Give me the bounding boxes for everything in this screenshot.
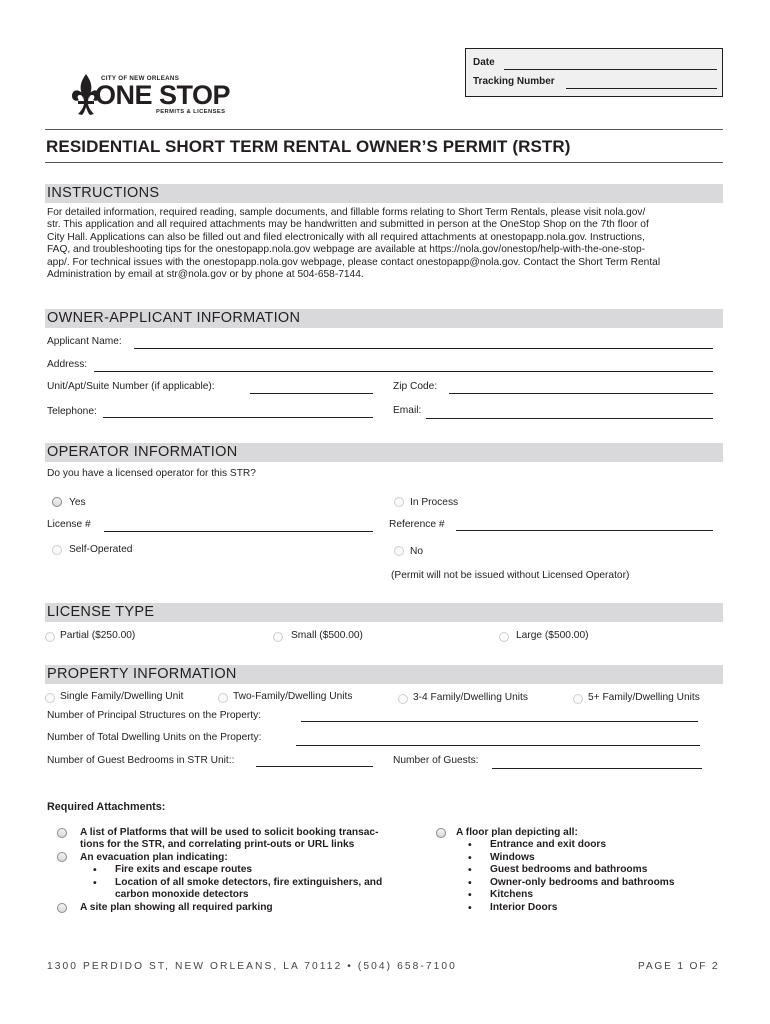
logo [70,72,240,122]
date-field[interactable] [504,69,717,70]
bullet: • [468,889,472,901]
evacuation-radio[interactable] [57,852,67,862]
small-radio[interactable] [273,632,283,642]
bullet: • [468,864,472,876]
site-plan-radio[interactable] [57,903,67,913]
telephone-label: Telephone: [47,406,97,417]
footer-address: 1300 PERDIDO ST, NEW ORLEANS, LA 70112 • (504) 658-7100 [47,961,457,972]
tracking-number-field[interactable] [566,88,717,89]
operator-note: (Permit will not be issued without Licensed Operator) [391,570,630,581]
bedrooms-label: Number of Guest Bedrooms in STR Unit:: [47,755,235,766]
tracking-label: Tracking Number [473,76,555,87]
principal-structures-field[interactable] [301,721,698,722]
bullet: • [93,864,97,876]
no-label: No [410,546,424,557]
unit-field[interactable] [250,393,373,394]
operator-heading: OPERATOR INFORMATION [45,443,723,462]
large-label: Large ($500.00) [516,630,589,641]
logo-name: ONE STOP [95,80,231,110]
attachments-heading: Required Attachments: [47,801,166,813]
instructions-text: For detailed information, required reading, sample documents, and fillable forms relating to Short Term Rentals, please visit nola.gov/ str. This application and all required attachments may be handwritten and submitted in person at the OneStop Shop on the 7th floor of City Hall. Applications can also be filled out and filed electronically with all required attachments at onestopapp.nola.gov. Instructions, FAQ, and troubleshooting tips for the onestopapp.nola.gov webpage are available at https://nola.gov/onestop/help-with-the-one-stop- app/. For technical issues with the onestopapp.nola.gov webpage, please contact onestopapp@nola.gov. Contact the Short Term Rental Administration by email at str@nola.gov or by phone at 504-658-7144. [47,207,661,281]
evacuation-item: Location of all smoke detectors, fire extinguishers, and carbon monoxide detectors [115,877,383,901]
owner-heading: OWNER-APPLICANT INFORMATION [45,309,723,328]
five-plus-family-label: 5+ Family/Dwelling Units [588,692,700,703]
evacuation-item: Fire exits and escape routes [115,864,253,875]
office-use-box [465,48,723,97]
evacuation-text: An evacuation plan indicating: [80,852,228,863]
floor-plan-radio[interactable] [436,828,446,838]
applicant-name-field[interactable] [134,348,713,349]
partial-radio[interactable] [45,632,55,642]
three-four-family-radio[interactable] [398,694,408,704]
logo-city: CITY OF NEW ORLEANS [101,75,180,82]
bullet: • [468,902,472,914]
bullet: • [468,877,472,889]
two-family-radio[interactable] [218,693,228,703]
site-plan-text: A site plan showing all required parking [80,902,273,913]
unit-label: Unit/Apt/Suite Number (if applicable): [47,381,215,392]
self-operated-label: Self-Operated [69,544,133,555]
bedrooms-field[interactable] [256,766,373,767]
address-label: Address: [47,359,88,370]
large-radio[interactable] [499,632,509,642]
header-divider [45,129,723,130]
bullet: • [468,839,472,851]
applicant-name-label: Applicant Name: [47,336,122,347]
license-number-field[interactable] [104,531,373,532]
zip-label: Zip Code: [393,381,438,392]
date-label: Date [473,57,495,68]
license-label: License # [47,519,91,530]
single-family-radio[interactable] [45,693,55,703]
yes-label: Yes [69,497,86,508]
platforms-text: A list of Platforms that will be used to solicit booking transac- tions for the STR, and correlating print-outs or URL links [80,827,379,851]
page-title: RESIDENTIAL SHORT TERM RENTAL OWNER’S PERMIT (RSTR) [46,137,571,156]
reference-label: Reference # [389,519,445,530]
title-divider [45,162,723,163]
operator-question: Do you have a licensed operator for this STR? [47,468,256,479]
logo-sub: PERMITS & LICENSES [156,109,226,115]
zip-field[interactable] [449,393,713,394]
email-field[interactable] [426,418,713,419]
small-label: Small ($500.00) [291,630,363,641]
total-units-field[interactable] [296,745,700,746]
two-family-label: Two-Family/Dwelling Units [233,691,353,702]
floor-plan-item: Entrance and exit doors [490,839,607,850]
three-four-family-label: 3-4 Family/Dwelling Units [413,692,528,703]
bullet: • [468,852,472,864]
bullet: • [93,877,97,889]
floor-plan-item: Interior Doors [490,902,558,913]
floor-plan-item: Windows [490,852,535,863]
principal-structures-label: Number of Principal Structures on the Property: [47,710,262,721]
reference-number-field[interactable] [456,530,713,531]
floor-plan-item: Owner-only bedrooms and bathrooms [490,877,675,888]
floor-plan-text: A floor plan depicting all: [456,827,578,838]
in-process-label: In Process [410,497,459,508]
footer-page-number: PAGE 1 OF 2 [638,961,720,972]
in-process-radio[interactable] [394,497,404,507]
guests-label: Number of Guests: [393,755,479,766]
floor-plan-item: Guest bedrooms and bathrooms [490,864,648,875]
total-units-label: Number of Total Dwelling Units on the Property: [47,732,262,743]
self-operated-radio[interactable] [52,545,62,555]
email-label: Email: [393,405,422,416]
license-type-heading: LICENSE TYPE [45,603,723,622]
partial-label: Partial ($250.00) [60,630,136,641]
address-field[interactable] [94,371,713,372]
telephone-field[interactable] [103,417,373,418]
platforms-radio[interactable] [57,828,67,838]
guests-field[interactable] [492,768,702,769]
instructions-heading: INSTRUCTIONS [45,184,723,203]
single-family-label: Single Family/Dwelling Unit [60,691,184,702]
property-heading: PROPERTY INFORMATION [45,665,723,684]
floor-plan-item: Kitchens [490,889,534,900]
yes-radio[interactable] [52,497,62,507]
five-plus-family-radio[interactable] [573,694,583,704]
no-radio[interactable] [394,546,404,556]
